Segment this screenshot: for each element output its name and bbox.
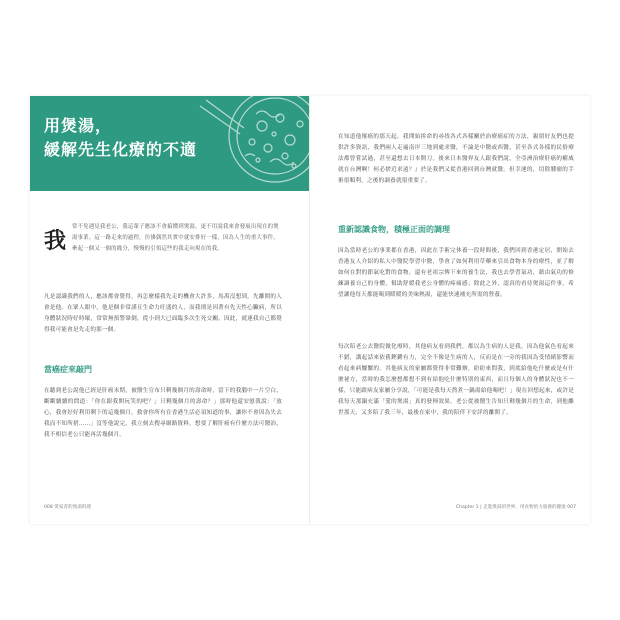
- chapter-title: [44, 114, 197, 162]
- left-page-footer: 008 愛家者的煲湯料理: [44, 505, 91, 510]
- title-line-1: 用煲湯，: [44, 116, 113, 135]
- chapter-banner: [30, 96, 310, 191]
- drop-cap: 我: [44, 228, 67, 254]
- right-page: [310, 96, 590, 524]
- left-paragraph-1: 凡是認識我們的人，應該都會覺得，再怎麼樣我先走的機會大許多，馬禹沒想到，先離開的人會是他。在眾人眼中，他是個非常謹且生命力旺盛的人，而我則是因著有先天性心臟病，所以身體狀況時好時壞，常常無預警暈倒，從小到大已面臨多次生死交關。因此，就連我自己都覺得我可能會是先走的那一個。: [44, 294, 282, 333]
- section-heading-2: 重新認識食物，積極正面的調理: [338, 225, 450, 234]
- intro-block: [44, 222, 282, 274]
- right-paragraph-1: 在知道他罹癌的那天起，我開始拚命的尋找各式各樣關於治療癌症的方法，親朋好友們也提供許多資訊，我們兩人走遍南岸三地到處求醫，不論是中醫或西醫，甚至各式各樣的民俗療法都曾嘗試過，甚至還想去日本開刀。後來日本醫界友人跟我們說，全亞洲治療肝癌的權威就在台灣啊！何必捨近求遠？』於是我們又從香港回到台灣就醫。但幸運的，切除腫瘤的手術很順利，之後的調養就很重要了。: [338, 134, 574, 184]
- right-page-footer: Chapter 1 | 走進煲湯的世界，用食物的力量養的健康 007: [455, 505, 576, 510]
- intro-text: 常不免遇見我老公，我這輩子應該不會搞懂到煲湯，更不用說我來會發展出現在的煲湯事業。這一路走來的過程，彷彿偶然其實中就安排好一樣，因為人生的重大事件，牽起一個又一個的緣分，慢慢的引領這些的我走向現在的我。: [72, 224, 279, 252]
- right-paragraph-2: 因為當時老公的事業都在香港，因此在手術完休養一段時間後，我們回到香港定居，開始去香港友人介紹的私人中醫院學習中醫，學會了如何利用草藥來引出食物本身的療性，並了解如何在對的節氣吃對的食物，還有老祖宗傳下來的養生法，我也去學習氣功，藉由氣功的修練調養自己的身體，幫助舒緩我老公身體的疼痛感；除此之外，認真的看待煲湯這件事，希望讓他每天都能喝到暖暖的美味熱湯，還能快速補充所需的營養。: [338, 248, 574, 298]
- left-page: [30, 96, 310, 524]
- left-paragraph-2: 在聽到老公說他已經是肝癌末期，被醫生宣布只剩幾個月的壽命時，當下的我腦中一片空白，斷斷續續的問道：「你在跟我開玩笑的吧？」只剩幾個月的壽命？」那時他還安慰我說：「放心，我會好好利用剩下的這幾個月，救會你所有在香港生活必須知道的事，讓你不會因為失去我而不知所措……」沒等他說完，我立刻去搜尋網路資料，想要了解肝癌有什麼方法可醫治，我不相信老公只能再活幾個月。: [44, 388, 282, 438]
- section-heading-1: 當癌症來敲門: [44, 365, 92, 374]
- title-line-2: 緩解先生化療的不適: [44, 140, 198, 159]
- right-paragraph-3: 每次陪老公去醫院做化療時，其他病友看到我們，都以為生病的人是我，因為他氣色看起來不錯，講起話來依舊鏗鏘有力，完全不像是生病的人，反而是在一旁的我因為受情緒影響而看起來病懨懨的。其他病友的家屬都覺得非常難辦，紛紛來問我，到底給他吃什麼或是有什麼祕方，當時的我怎麼想都想不到有給他吃什麼特別的東西，而且每個人的身體狀況也不一樣，只能跟病友家屬分享說，「可能是我每天熬煮一鍋湯給他喝吧！」現在回想起來，或許是我每天那鍋充滿「愛的煲湯」真的發揮效果，老公從被醫生告知只剩幾個月的生命，到他離世那天，又多陪了我三年，最後在家中，我的陪伴下安詳的離開了。: [338, 344, 574, 416]
- book-spread: [30, 96, 590, 524]
